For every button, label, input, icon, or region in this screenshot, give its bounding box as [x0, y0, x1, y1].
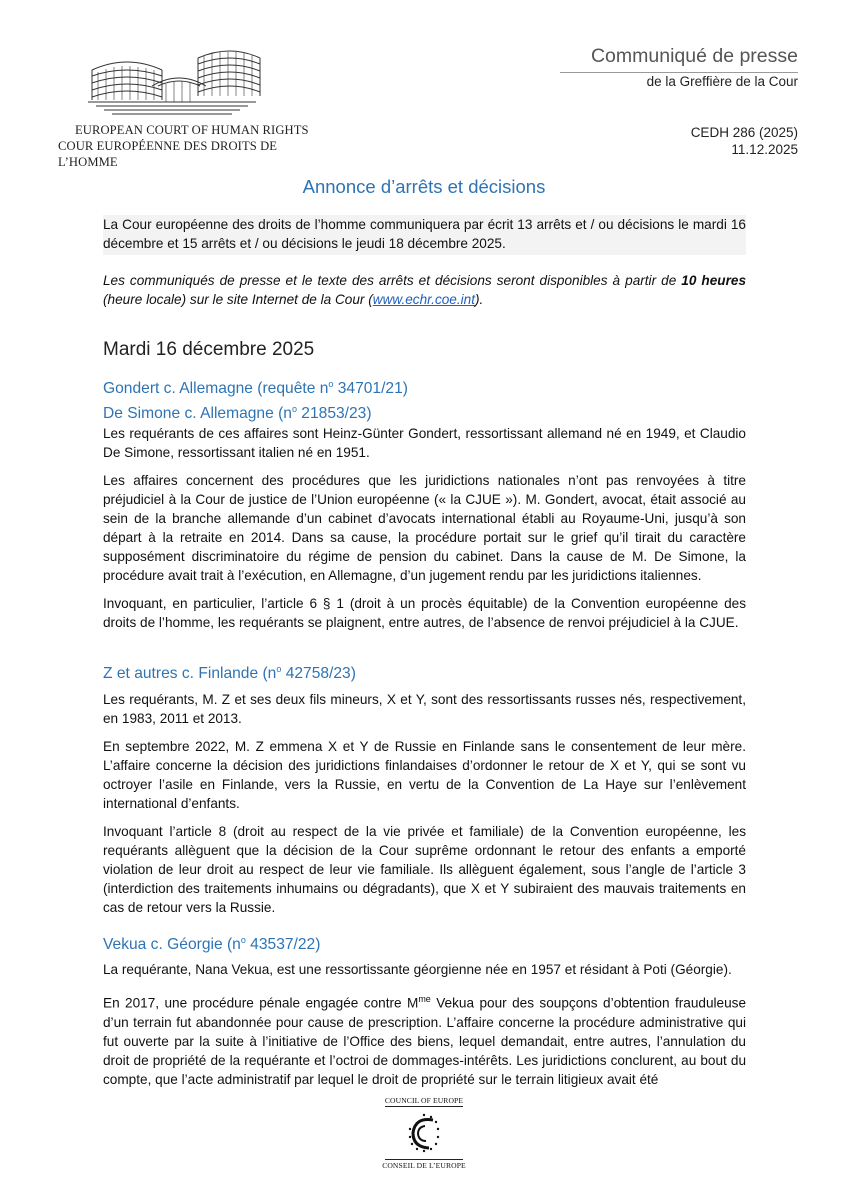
reference-number: CEDH 286 (2025) [690, 125, 798, 140]
case-paragraph: La requérante, Nana Vekua, est une ressortissante géorgienne née en 1957 et résidant à Poti (Géorgie). [103, 962, 732, 977]
case-paragraph: Les requérants de ces affaires sont Heinz-Günter Gondert, ressortissant allemand né en 1949, et Claudio De Simone, ressortissant italien né en 1951. [103, 426, 746, 460]
release-date: 11.12.2025 [731, 142, 798, 157]
court-logo [82, 50, 262, 122]
coe-emblem [385, 1106, 463, 1160]
court-name-block [58, 122, 328, 170]
press-release-subtitle: de la Greffière de la Cour [646, 74, 798, 89]
court-building-icon [82, 50, 262, 122]
court-name-fr: COUR EUROPÉENNE DES DROITS DE L’HOMME [58, 139, 278, 169]
availability-text-before: Les communiqués de presse et le texte des arrêts et décisions seront disponibles à partir de [103, 273, 682, 288]
intro-paragraph: La Cour européenne des droits de l’homme communiquera par écrit 13 arrêts et / ou décisions le mardi 16 décembre et 15 arrêts et / ou décisions le jeudi 18 décembre 2025. [103, 215, 746, 255]
reference-block [691, 124, 798, 158]
case-heading-vekua: Vekua c. Géorgie ($n^o$ 43537/22) [103, 935, 321, 954]
availability-text-after: ). [475, 292, 484, 307]
echr-website-link[interactable]: www.echr.coe.int [372, 292, 475, 307]
case-title-de-simone: De Simone c. Allemagne ($n^o$ 21853/23) [103, 404, 372, 423]
case-paragraph: Invoquant l’article 8 (droit au respect de la vie privée et familiale) de la Convention européenne, les requérants allèguent que la décision de la Cour suprême ordonnant le retour des enfants a emporté violation de leur droit au respect de leur vie familiale. Ils allèguent également, sous l’angle de l’article 3 (interdiction des traitements inhumains ou dégradants), que X et Y subiraient des mauvais traitements en cas de retour vers la Russie. [103, 824, 746, 915]
press-release-title: Communiqué de presse [590, 45, 798, 67]
case-paragraph: Invoquant, en particulier, l’article 6 § 1 (droit à un procès équitable) de la Convention européenne des droits de l’homme, les requérants se plaignent, entre autres, de l’absence de renvoi préjudiciel à la CJUE. [103, 596, 746, 630]
availability-paragraph [103, 271, 746, 309]
page-title: Annonce d’arrêts et décisions [302, 176, 546, 197]
availability-text-middle: (heure locale) sur le site Internet de la Cour ( [103, 292, 373, 307]
case-heading-gondert [103, 374, 408, 424]
coe-stars-icon [385, 1107, 463, 1159]
council-of-europe-logo [378, 1096, 470, 1170]
case-heading-z-finlande: Z et autres c. Finlande ($n^o$ 42758/23) [103, 664, 356, 683]
case-paragraph: En 2017, une procédure pénale engagée contre $M^{me}$ Vekua pour des soupçons d’obtention frauduleuse d’un terrain fut abandonnée pour cause de prescription. L’affaire concerne la procédure administrative qui fut ouverte par la suite à l’initiative de l’Office des biens, lequel demandait, entre autres, l’annulation du droit de propriété de la requérante et l’octroi de dommages-intérêts. Les juridictions conclurent, au bout du compte, que l’acte administratif par lequel le droit de propriété sur le terrain litigieux avait été [103, 994, 746, 1087]
case-paragraph: En septembre 2022, M. Z emmena X et Y de Russie en Finlande sans le consentement de leur mère. L’affaire concerne la décision des juridictions finlandaises d’ordonner le retour de X et Y, qui se sont vu octroyer l’asile en Finlande, vers la Russie, en vertu de la Convention de La Haye sur l’enlèvement international d’enfants. [103, 739, 746, 811]
case-paragraph: Les affaires concernent des procédures que les juridictions nationales n’ont pas renvoyées à titre préjudiciel à la Cour de justice de l’Union européenne (« la CJUE »). M. Gondert, avocat, était associé au sein de la branche allemande d’un cabinet d’avocats international établi au Royaume-Uni, jusqu’à son départ à la retraite en 2014. Dans sa cause, la procédure portait sur le grief qu’il tirait du caractère supposément discriminatoire du régime de pension du cabinet. Dans la cause de M. De Simone, la procédure avait trait à l’exécution, en Allemagne, d’un jugement rendu par les juridictions italiennes. [103, 473, 746, 583]
coe-name-en: COUNCIL OF EUROPE [384, 1096, 464, 1105]
case-paragraph: Les requérants, M. Z et ses deux fils mineurs, X et Y, sont des ressortissants russes nés, respectivement, en 1983, 2011 et 2013. [103, 692, 746, 726]
court-name-en: EUROPEAN COURT OF HUMAN RIGHTS [75, 123, 309, 137]
section-date-heading: Mardi 16 décembre 2025 [103, 339, 315, 360]
header-divider [560, 72, 798, 73]
coe-name-fr: CONSEIL DE L’EUROPE [382, 1161, 466, 1170]
case-title-gondert: Gondert c. Allemagne (requête $n^o$ 34701/21) [103, 379, 408, 398]
availability-time: 10 heures [681, 273, 746, 288]
